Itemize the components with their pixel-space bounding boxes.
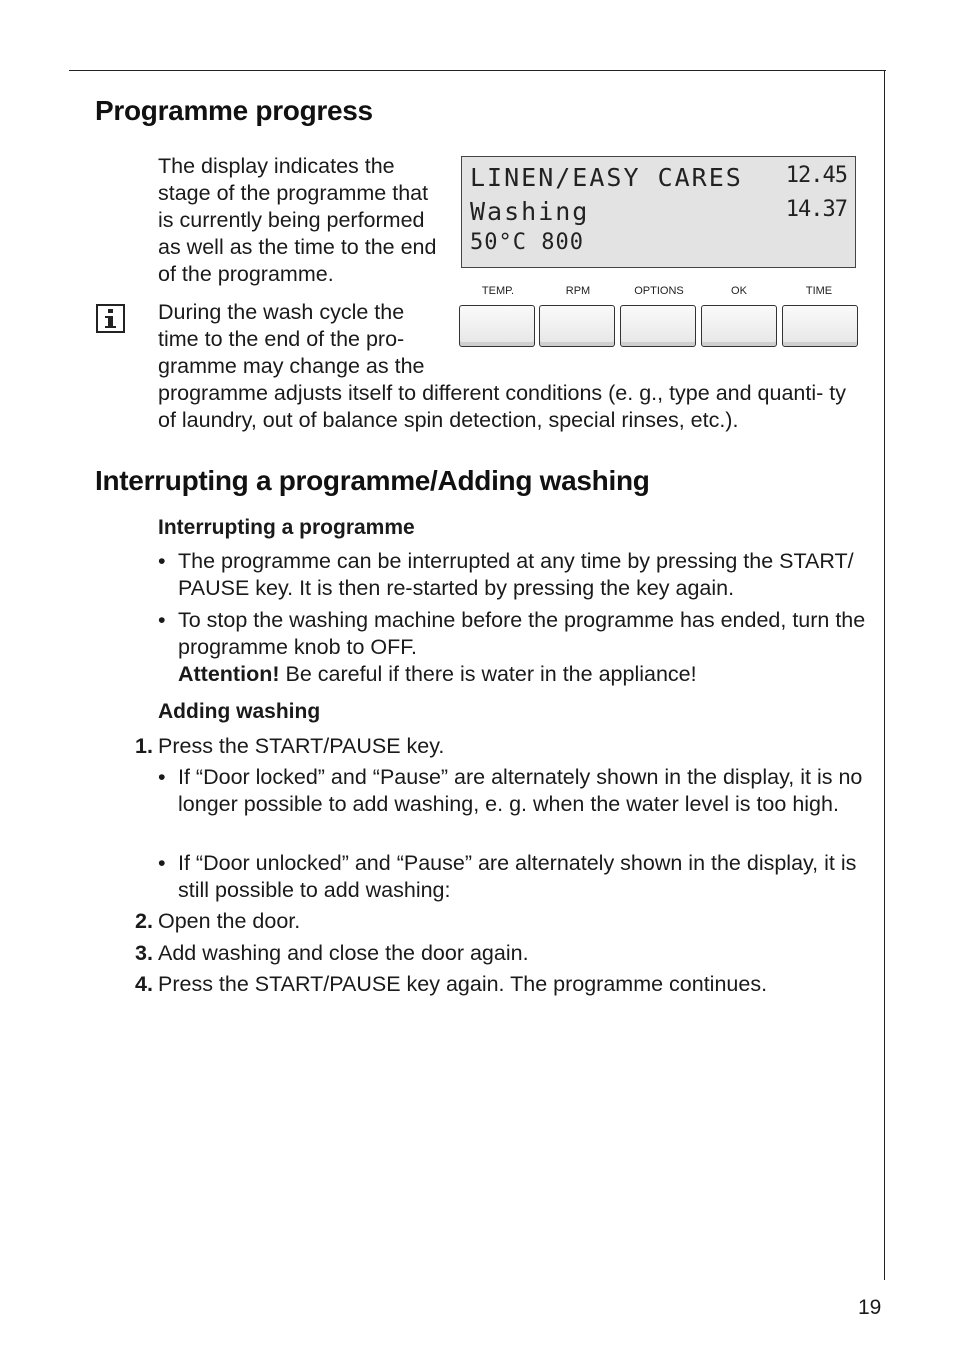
bullet-marker: • [158, 549, 166, 573]
label-temp: TEMP. [481, 285, 515, 297]
options-button [620, 305, 696, 347]
subheading-interrupting: Interrupting a programme [158, 516, 415, 539]
rpm-button [539, 305, 615, 347]
display-clock: 12.45 [785, 163, 847, 188]
list-item [158, 607, 868, 688]
step-number: 1. [135, 734, 153, 758]
list-item [158, 764, 868, 818]
button-row [459, 305, 860, 349]
attention-text: Be careful if there is water in the appliance! [279, 662, 697, 686]
display-line-status: Washing [470, 197, 590, 226]
note-paragraph-continued: programme adjusts itself to different conditions (e. g., type and quanti- ty of laundry, out of balance spin detection, special rinses, etc.). [158, 381, 846, 432]
step-text: Add washing and close the door again. [158, 941, 529, 965]
display-line-settings: 50°C 800 [470, 230, 584, 255]
ok-button [701, 305, 777, 347]
bullet-text [178, 607, 868, 688]
step-text: Open the door. [158, 909, 301, 933]
page-number: 19 [858, 1296, 882, 1319]
display-line-programme: LINEN/EASY CARES [470, 163, 743, 192]
step-number: 4. [135, 972, 153, 996]
intro-paragraph: The display indicates the stage of the programme that is currently being performed as well as the time to the end of the programme. [158, 154, 437, 286]
list-item [158, 548, 868, 602]
label-options: OPTIONS [634, 285, 684, 297]
button-labels [457, 285, 860, 301]
subheading-adding: Adding washing [158, 700, 321, 723]
info-icon [96, 304, 125, 333]
attention-label: Attention! [178, 662, 280, 686]
bullet-marker: • [158, 608, 166, 632]
temp-button [459, 305, 535, 347]
top-rule [69, 70, 886, 71]
step-text: Press the START/PAUSE key. [158, 734, 445, 758]
section-title-programme-progress: Programme progress [95, 95, 373, 126]
step-text: Press the START/PAUSE key again. The programme continues. [158, 972, 768, 996]
section-title-interrupting: Interrupting a programme/Adding washing [95, 465, 650, 496]
step-number: 3. [135, 941, 153, 965]
label-rpm: RPM [565, 285, 591, 297]
bullet-text: If “Door unlocked” and “Pause” are alternately shown in the display, it is still possible to add washing: [178, 851, 857, 902]
lcd-display [461, 156, 856, 268]
bullet-text: The programme can be interrupted at any time by pressing the START/ PAUSE key. It is then re-started by pressing the key again. [178, 549, 854, 600]
right-rule [884, 70, 885, 1280]
display-end-time: 14.37 [785, 197, 847, 222]
time-button [782, 305, 858, 347]
bullet-text-main: To stop the washing machine before the programme has ended, turn the programme knob to OFF. [178, 608, 866, 659]
bullet-text: If “Door locked” and “Pause” are alternately shown in the display, it is no longer possible to add washing, e. g. when the water level is too high. [178, 765, 863, 816]
bullet-marker: • [158, 851, 166, 875]
bullet-marker: • [158, 765, 166, 789]
note-paragraph-start: During the wash cycle the time to the end of the pro- gramme may change as the [158, 300, 425, 378]
list-item [158, 850, 868, 904]
label-time: TIME [805, 285, 833, 297]
label-ok: OK [731, 285, 747, 297]
step-number: 2. [135, 909, 153, 933]
